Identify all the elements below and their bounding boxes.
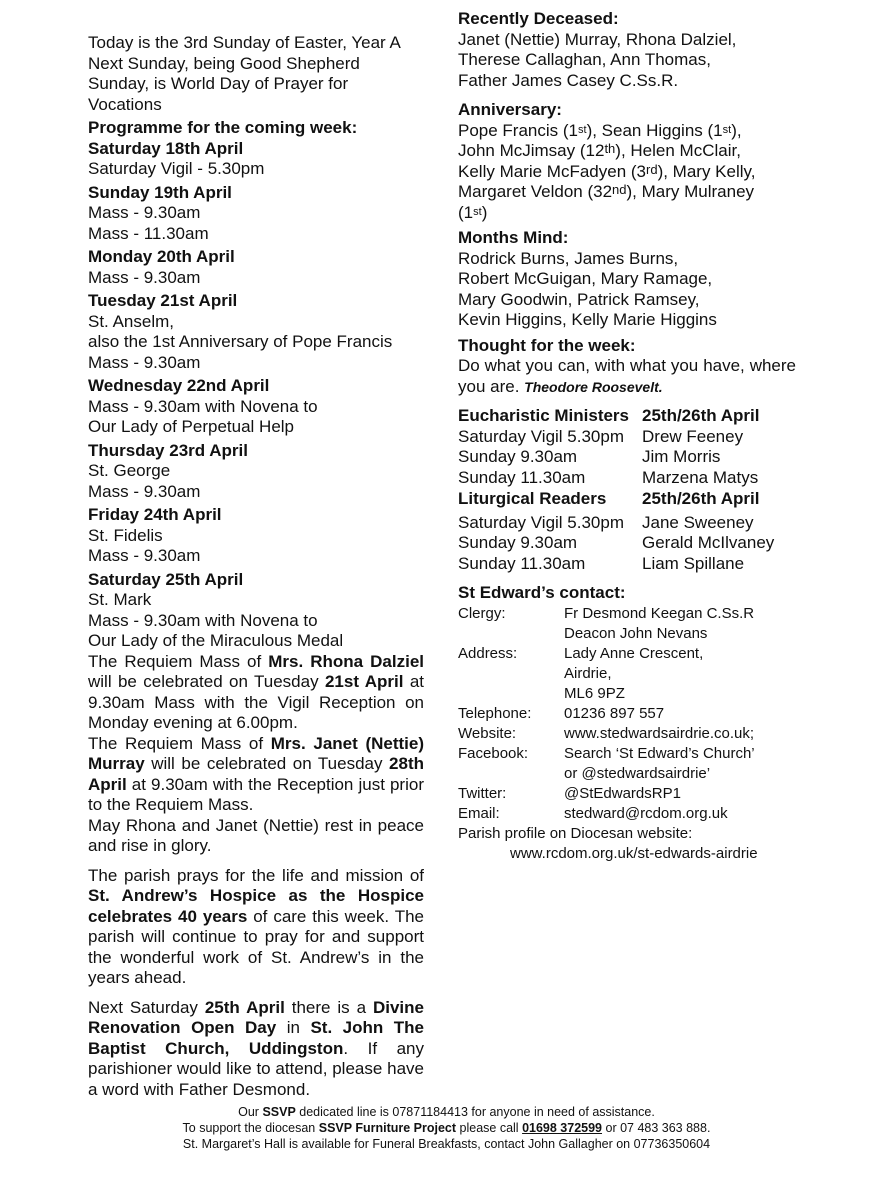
rota-name: Jim Morris (642, 447, 721, 466)
anniversary-list: Pope Francis (1st), Sean Higgins (1st), John McJimsay (12th), Helen McClair, Kelly Marie McFadyen (3rd), Mary Kelly, Margaret Veldon (32nd), Mary Mulraney (1st) (458, 120, 756, 222)
months-mind-heading: Months Mind: (458, 228, 569, 247)
intro-line-1: Today is the 3rd Sunday of Easter, Year A (88, 33, 401, 52)
programme-line: Mass - 9.30am (88, 203, 201, 222)
programme-line: Saturday Vigil - 5.30pm (88, 159, 265, 178)
rota-row (458, 513, 796, 534)
programme-heading: Programme for the coming week: (88, 118, 358, 137)
programme-line: St. Mark (88, 590, 152, 609)
deceased-name-line: Father James Casey C.Ss.R. (458, 70, 679, 90)
months-mind-list (458, 249, 796, 331)
left-column (88, 33, 424, 1100)
footer (0, 1104, 893, 1152)
rest-in-peace: May Rhona and Janet (Nettie) rest in peace and rise in glory. (88, 815, 424, 855)
anniversary-heading: Anniversary: (458, 100, 562, 119)
contact-row (458, 704, 796, 724)
contact-row (458, 784, 796, 804)
programme-line: Mass - 9.30am (88, 267, 201, 287)
contact-row (458, 604, 796, 624)
contact-value[interactable]: stedward@rcdom.org.uk (564, 804, 728, 822)
rota-row (458, 447, 796, 468)
programme-day: Wednesday 22nd April (88, 376, 270, 395)
contact-value: 01236 897 557 (564, 704, 665, 722)
contact-heading: St Edward’s contact: (458, 583, 626, 602)
programme-day: Friday 24th April (88, 505, 222, 524)
rota-time: Saturday Vigil 5.30pm (458, 426, 625, 446)
programme-line: Mass - 9.30am (88, 546, 201, 565)
months-mind-line: Mary Goodwin, Patrick Ramsey, (458, 289, 700, 309)
programme-day: Tuesday 21st April (88, 291, 238, 310)
programme-line: Our Lady of Perpetual Help (88, 417, 295, 436)
contact-details (458, 604, 796, 824)
contact-label: Email: (458, 804, 500, 822)
programme-line: Mass - 9.30am with Novena to (88, 396, 318, 416)
contact-value[interactable]: @StEdwardsRP1 (564, 784, 681, 802)
intro-line-2: Next Sunday, being Good Shepherd Sunday, is World Day of Prayer for Vocations (88, 53, 360, 114)
contact-row (458, 744, 796, 764)
programme-list (88, 139, 424, 652)
rota-time: Sunday 11.30am (458, 553, 586, 573)
programme-day: Saturday 25th April (88, 569, 244, 589)
programme-line: Our Lady of the Miraculous Medal (88, 631, 344, 650)
contact-label: Facebook: (458, 744, 529, 762)
profile-url[interactable]: www.rcdom.org.uk/st-edwards-airdrie (510, 844, 758, 862)
contact-value: Fr Desmond Keegan C.Ss.R (564, 604, 755, 622)
programme-line: also the 1st Anniversary of Pope Francis (88, 332, 393, 351)
contact-label: Twitter: (458, 784, 507, 802)
deceased-name-line: Janet (Nettie) Murray, Rhona Dalziel, (458, 29, 737, 49)
contact-row (458, 664, 796, 684)
rota-row (458, 533, 796, 554)
rota-name: Jane Sweeney (642, 512, 754, 532)
rota-row (458, 468, 796, 489)
requiem-rhona: The Requiem Mass of Mrs. Rhona Dalziel will be celebrated on Tuesday 21st April at 9.30am Mass with the Vigil Reception on Monday evening at 6.00pm. (88, 651, 425, 732)
programme-line: St. Fidelis (88, 525, 163, 545)
contact-value: Lady Anne Crescent, (564, 644, 704, 662)
contact-value[interactable]: www.stedwardsairdrie.co.uk; (564, 724, 755, 742)
contact-label: Address: (458, 644, 518, 662)
rota-name: Drew Feeney (642, 426, 744, 446)
contact-label (458, 684, 564, 704)
rota-name: Gerald McIlvaney (642, 533, 775, 552)
ministers-table (458, 427, 796, 489)
programme-line: Mass - 11.30am (88, 223, 209, 243)
programme-day: Monday 20th April (88, 247, 235, 266)
right-column (458, 9, 796, 864)
contact-value: Deacon John Nevans (564, 624, 708, 642)
profile-label: Parish profile on Diocesan website: (458, 824, 693, 842)
rota-time: Saturday Vigil 5.30pm (458, 512, 625, 532)
contact-value: Search ‘St Edward’s Church’ (564, 744, 755, 762)
contact-row (458, 764, 796, 784)
contact-label (458, 764, 564, 784)
programme-line: Mass - 9.30am (88, 481, 201, 501)
programme-line: Mass - 9.30am with Novena to (88, 610, 318, 630)
requiem-janet: The Requiem Mass of Mrs. Janet (Nettie) Murray will be celebrated on Tuesday 28th April at 9.30am with the Reception just prior to the Requiem Mass. (88, 733, 424, 814)
rota-row (458, 427, 796, 448)
ministers-heading: Eucharistic Ministers 25th/26th April (458, 406, 760, 425)
readers-table (458, 513, 796, 575)
contact-value: ML6 9PZ (564, 684, 625, 702)
parish-profile (458, 824, 796, 864)
hospice-notice: The parish prays for the life and mission of St. Andrew’s Hospice as the Hospice celebrates 40 years of care this week. The parish will continue to pray for and support the wonderful work of St. Andrew’s in the years ahead. (88, 865, 424, 987)
footer-furniture-line: To support the diocesan SSVP Furniture Project please call 01698 372599 or 07 483 363 888. (182, 1121, 711, 1135)
months-mind-line: Robert McGuigan, Mary Ramage, (458, 269, 713, 288)
deceased-list (458, 30, 796, 92)
rota-row (458, 554, 796, 575)
programme-line: St. George (88, 461, 171, 480)
contact-label (458, 664, 564, 684)
contact-label: Website: (458, 724, 517, 742)
rota-name: Marzena Matys (642, 467, 759, 487)
contact-row (458, 684, 796, 704)
months-mind-line: Rodrick Burns, James Burns, (458, 248, 679, 268)
contact-row (458, 644, 796, 664)
thought-text: Do what you can, with what you have, where you are. Theodore Roosevelt. (458, 356, 796, 396)
rota-name: Liam Spillane (642, 553, 745, 573)
programme-day: Thursday 23rd April (88, 440, 248, 460)
deceased-name-line: Therese Callaghan, Ann Thomas, (458, 50, 711, 69)
divine-renovation-notice: Next Saturday 25th April there is a Divine Renovation Open Day in St. John The Baptist Church, Uddingston. If any parishioner would like to attend, please have a word with Father Desmond. (88, 997, 425, 1099)
rota-time: Sunday 11.30am (458, 467, 586, 487)
contact-value: Airdrie, (564, 664, 612, 682)
rota-time: Sunday 9.30am (458, 533, 578, 552)
contact-value[interactable]: or @stedwardsairdrie’ (564, 764, 711, 782)
contact-row (458, 724, 796, 744)
contact-row (458, 804, 796, 824)
contact-label: Clergy: (458, 604, 506, 622)
rota-time: Sunday 9.30am (458, 447, 578, 466)
programme-day: Saturday 18th April (88, 138, 244, 158)
contact-label (458, 624, 564, 644)
months-mind-line: Kevin Higgins, Kelly Marie Higgins (458, 310, 717, 329)
furniture-phone[interactable]: 01698 372599 (522, 1121, 603, 1135)
thought-heading: Thought for the week: (458, 335, 636, 355)
programme-line: St. Anselm, (88, 311, 174, 331)
programme-day: Sunday 19th April (88, 182, 232, 202)
footer-ssvp-line: Our SSVP dedicated line is 07871184413 for anyone in need of assistance. (238, 1105, 655, 1119)
readers-heading: Liturgical Readers 25th/26th April (458, 489, 760, 508)
footer-hall-line: St. Margaret’s Hall is available for Funeral Breakfasts, contact John Gallagher on 07736350604 (182, 1137, 711, 1151)
contact-row (458, 624, 796, 644)
deceased-heading: Recently Deceased: (458, 9, 619, 28)
programme-line: Mass - 9.30am (88, 352, 201, 372)
contact-label: Telephone: (458, 704, 532, 722)
